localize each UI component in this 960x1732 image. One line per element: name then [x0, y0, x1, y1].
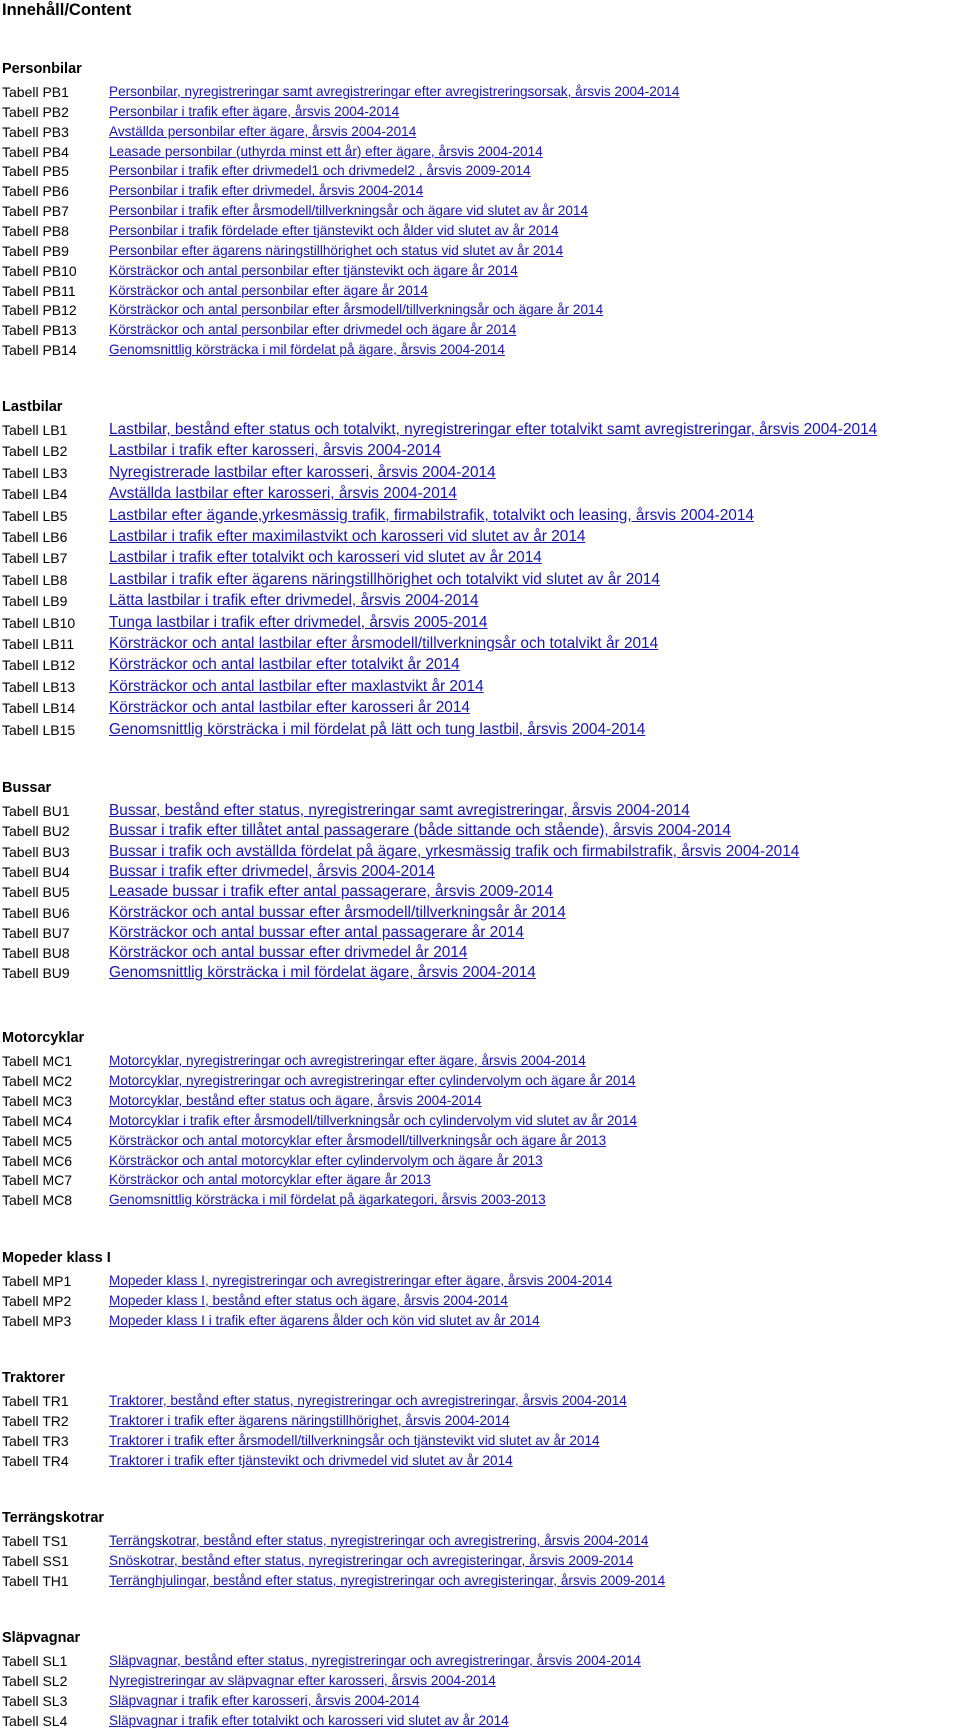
- table-link[interactable]: Bussar i trafik och avställda fördelat på ägare, yrkesmässig trafik och firmabilstrafik, årsvis 2004-2014: [109, 842, 800, 860]
- table-code: Tabell LB4: [2, 486, 68, 503]
- table-code: Tabell BU8: [2, 945, 70, 962]
- table-code: Tabell SL1: [2, 1653, 68, 1669]
- table-link[interactable]: Leasade bussar i trafik efter antal passagerare, årsvis 2009-2014: [109, 883, 554, 901]
- table-link[interactable]: Genomsnittlig körsträcka i mil fördelat på ägarkategori, årsvis 2003‐2013: [109, 1192, 546, 1208]
- section-title: Släpvagnar: [2, 1630, 81, 1646]
- table-link[interactable]: Motorcyklar, nyregistreringar och avregistreringar efter cylindervolym och ägare år 2014: [109, 1072, 636, 1088]
- table-link[interactable]: Bussar i trafik efter tillåtet antal passagerare (både sittande och stående), årsvis 2004-2014: [109, 822, 731, 840]
- table-link[interactable]: Släpvagnar, bestånd efter status, nyregistreringar och avregistreringar, årsvis 2004-2014: [109, 1653, 641, 1668]
- table-link[interactable]: Genomsnittlig körsträcka i mil fördelat ägare, årsvis 2004-2014: [109, 964, 536, 982]
- table-link[interactable]: Lastbilar i trafik efter maximilastvikt och karosseri vid slutet av år 2014: [109, 528, 586, 545]
- table-link[interactable]: Motorcyklar i trafik efter årsmodell/tillverkningsår och cylindervolym vid slutet av år 2014: [109, 1112, 638, 1128]
- table-code: Tabell MC2: [2, 1072, 73, 1089]
- table-code: Tabell MC7: [2, 1172, 73, 1189]
- table-link[interactable]: Körsträckor och antal lastbilar efter karosseri år 2014: [109, 699, 470, 717]
- table-code: Tabell LB12: [2, 657, 76, 674]
- table-link[interactable]: Körsträckor och antal personbilar efter tjänstevikt och ägare år 2014: [109, 262, 518, 278]
- table-code: Tabell TR3: [2, 1433, 69, 1449]
- table-code: Tabell MC1: [2, 1053, 73, 1069]
- table-link[interactable]: Körsträckor och antal lastbilar efter årsmodell/tillverkningsår och totalvikt år 2014: [109, 635, 659, 652]
- table-link[interactable]: Snöskotrar, bestånd efter status, nyregistreringar och avregisteringar, årsvis 2009-2014: [109, 1553, 634, 1568]
- table-link[interactable]: Bussar i trafik efter drivmedel, årsvis 2004-2014: [109, 862, 435, 880]
- table-code: Tabell PB1: [2, 84, 69, 100]
- table-link[interactable]: Traktorer i trafik efter ägarens näringstillhörighet, årsvis 2004-2014: [109, 1413, 510, 1428]
- table-code: Tabell LB14: [2, 700, 76, 717]
- table-code: Tabell LB2: [2, 443, 68, 460]
- table-code: Tabell MC6: [2, 1152, 73, 1169]
- page-title: Innehåll/Content: [2, 1, 132, 19]
- table-code: Tabell PB5: [2, 163, 69, 180]
- table-code: Tabell LB6: [2, 529, 68, 545]
- table-link[interactable]: Körsträckor och antal lastbilar efter maxlastvikt år 2014: [109, 677, 484, 695]
- table-code: Tabell MC3: [2, 1092, 73, 1109]
- table-link[interactable]: Traktorer i trafik efter tjänstevikt och drivmedel vid slutet av år 2014: [109, 1453, 513, 1468]
- table-link[interactable]: Mopeder klass I, bestånd efter status och ägare, årsvis 2004-2014: [109, 1293, 508, 1308]
- table-code: Tabell BU6: [2, 904, 70, 921]
- table-link[interactable]: Traktorer i trafik efter årsmodell/tillverkningsår och tjänstevikt vid slutet av år 2014: [109, 1433, 600, 1448]
- table-code: Tabell MC5: [2, 1132, 73, 1149]
- table-link[interactable]: Terrängskotrar, bestånd efter status, nyregistreringar och avregistrering, årsvis 2004-2014: [109, 1533, 649, 1548]
- table-link[interactable]: Personbilar i trafik efter drivmedel1 och drivmedel2 , årsvis 2009-2014: [109, 163, 531, 179]
- table-code: Tabell BU2: [2, 823, 70, 840]
- table-code: Tabell SL2: [2, 1673, 68, 1689]
- table-code: Tabell TR1: [2, 1393, 69, 1409]
- table-code: Tabell MC8: [2, 1192, 73, 1209]
- table-code: Tabell BU1: [2, 803, 70, 819]
- table-link[interactable]: Körsträckor och antal motorcyklar efter ägare år 2013: [109, 1172, 431, 1188]
- section-title: Traktorer: [2, 1370, 65, 1386]
- section-title: Terrängskotrar: [2, 1510, 105, 1526]
- table-code: Tabell LB11: [2, 636, 75, 652]
- table-code: Tabell BU7: [2, 924, 70, 941]
- table-code: Tabell PB7: [2, 203, 69, 220]
- table-link[interactable]: Körsträckor och antal motorcyklar efter årsmodell/tillverkningsår och ägare år 2013: [109, 1132, 607, 1148]
- table-code: Tabell PB11: [2, 282, 76, 299]
- table-code: Tabell MP1: [2, 1273, 72, 1289]
- table-link[interactable]: Lastbilar i trafik efter karosseri, årsvis 2004-2014: [109, 442, 441, 460]
- table-code: Tabell MP3: [2, 1313, 72, 1329]
- table-link[interactable]: Nyregistrerade lastbilar efter karosseri, årsvis 2004-2014: [109, 463, 496, 481]
- table-code: Tabell PB6: [2, 183, 69, 200]
- table-code: Tabell TR2: [2, 1413, 69, 1429]
- table-link[interactable]: Mopeder klass I i trafik efter ägarens ålder och kön vid slutet av år 2014: [109, 1313, 540, 1328]
- table-link[interactable]: Genomsnittlig körsträcka i mil fördelat på lätt och tung lastbil, årsvis 2004-2014: [109, 720, 646, 738]
- table-code: Tabell SL4: [2, 1713, 68, 1729]
- table-link[interactable]: Tunga lastbilar i trafik efter drivmedel, årsvis 2005-2014: [109, 613, 488, 631]
- table-code: Tabell PB14: [2, 342, 77, 359]
- table-code: Tabell PB10: [2, 262, 77, 279]
- table-code: Tabell LB5: [2, 507, 68, 524]
- table-code: Tabell LB9: [2, 593, 68, 610]
- table-link[interactable]: Lastbilar i trafik efter totalvikt och karosseri vid slutet av år 2014: [109, 549, 542, 567]
- table-link[interactable]: Personbilar i trafik efter årsmodell/tillverkningsår och ägare vid slutet av år 2014: [109, 203, 589, 219]
- table-link[interactable]: Personbilar i trafik efter ägare, årsvis 2004-2014: [109, 103, 400, 119]
- table-link[interactable]: Körsträckor och antal bussar efter årsmodell/tillverkningsår år 2014: [109, 903, 566, 921]
- table-link[interactable]: Leasade personbilar (uthyrda minst ett år) efter ägare, årsvis 2004-2014: [109, 143, 543, 159]
- table-code: Tabell LB1: [2, 422, 68, 438]
- table-code: Tabell PB8: [2, 222, 69, 239]
- table-code: Tabell TS1: [2, 1533, 68, 1549]
- table-code: Tabell SS1: [2, 1553, 69, 1569]
- table-link[interactable]: Släpvagnar i trafik efter karosseri, årsvis 2004-2014: [109, 1693, 420, 1708]
- table-link[interactable]: Lastbilar, bestånd efter status och totalvikt, nyregistreringar efter totalvikt samt avregistreringar, årsvis 2004-2014: [109, 421, 878, 438]
- table-link[interactable]: Lastbilar efter ägande,yrkesmässig trafik, firmabilstrafik, totalvikt och leasing, årsvis 2004-2014: [109, 506, 754, 524]
- table-link[interactable]: Körsträckor och antal personbilar efter drivmedel och ägare år 2014: [109, 322, 517, 338]
- table-code: Tabell LB10: [2, 614, 76, 631]
- table-code: Tabell PB12: [2, 302, 77, 319]
- table-link[interactable]: Personbilar i trafik efter drivmedel, årsvis 2004-2014: [109, 183, 424, 199]
- table-link[interactable]: Körsträckor och antal motorcyklar efter cylindervolym och ägare år 2013: [109, 1152, 543, 1168]
- table-code: Tabell PB4: [2, 143, 69, 160]
- table-link[interactable]: Personbilar efter ägarens näringstillhörighet och status vid slutet av år 2014: [109, 242, 564, 258]
- table-link[interactable]: Körsträckor och antal personbilar efter årsmodell/tillverkningsår och ägare år 2014: [109, 302, 604, 318]
- table-link[interactable]: Mopeder klass I, nyregistreringar och avregistreringar efter ägare, årsvis 2004-2014: [109, 1273, 613, 1288]
- table-code: Tabell TH1: [2, 1573, 69, 1589]
- table-link[interactable]: Körsträckor och antal bussar efter antal passagerare år 2014: [109, 923, 524, 941]
- table-link[interactable]: Lastbilar i trafik efter ägarens näringstillhörighet och totalvikt vid slutet av år 2014: [109, 570, 660, 588]
- table-link[interactable]: Genomsnittlig körsträcka i mil fördelat på ägare, årsvis 2004-2014: [109, 342, 505, 358]
- table-link[interactable]: Körsträckor och antal personbilar efter ägare år 2014: [109, 282, 428, 298]
- section-title: Mopeder klass I: [2, 1250, 111, 1266]
- table-code: Tabell PB3: [2, 123, 69, 140]
- table-code: Tabell BU3: [2, 843, 70, 860]
- table-link[interactable]: Bussar, bestånd efter status, nyregistreringar samt avregistreringar, årsvis 2004-2014: [109, 802, 690, 819]
- table-link[interactable]: Personbilar i trafik fördelade efter tjänstevikt och ålder vid slutet av år 2014: [109, 222, 559, 238]
- table-code: Tabell BU9: [2, 965, 70, 982]
- table-link[interactable]: Personbilar, nyregistreringar samt avregistreringar efter avregistreringsorsak, årsvis 2004-2014: [109, 84, 680, 99]
- table-code: Tabell MP2: [2, 1293, 72, 1309]
- table-link[interactable]: Släpvagnar i trafik efter totalvikt och karosseri vid slutet av år 2014: [109, 1713, 509, 1728]
- table-code: Tabell TR4: [2, 1453, 69, 1469]
- table-link[interactable]: Motorcyklar, nyregistreringar och avregistreringar efter ägare, årsvis 2004‐2014: [109, 1053, 586, 1068]
- table-link[interactable]: Körsträckor och antal bussar efter drivmedel år 2014: [109, 944, 468, 962]
- section-title: Personbilar: [2, 61, 82, 77]
- table-link[interactable]: Terränghjulingar, bestånd efter status, nyregistreringar och avregisteringar, årsvis 2009-2014: [109, 1573, 666, 1588]
- table-link[interactable]: Nyregistreringar av släpvagnar efter karosseri, årsvis 2004-2014: [109, 1673, 496, 1688]
- table-link[interactable]: Lätta lastbilar i trafik efter drivmedel, årsvis 2004-2014: [109, 592, 479, 610]
- table-code: Tabell MC4: [2, 1112, 73, 1129]
- table-link[interactable]: Motorcyklar, bestånd efter status och ägare, årsvis 2004-2014: [109, 1092, 482, 1108]
- section-title: Motorcyklar: [2, 1030, 85, 1046]
- table-code: Tabell PB9: [2, 242, 69, 259]
- table-link[interactable]: Körsträckor och antal lastbilar efter totalvikt år 2014: [109, 656, 460, 674]
- section-title: Lastbilar: [2, 399, 63, 415]
- table-code: Tabell PB2: [2, 103, 69, 120]
- table-code: Tabell BU4: [2, 863, 70, 880]
- table-code: Tabell LB7: [2, 550, 68, 567]
- table-link[interactable]: Avställda lastbilar efter karosseri, årsvis 2004-2014: [109, 485, 457, 503]
- table-code: Tabell LB8: [2, 571, 68, 588]
- table-code: Tabell PB13: [2, 322, 77, 339]
- table-code: Tabell LB15: [2, 721, 76, 738]
- table-link[interactable]: Avställda personbilar efter ägare, årsvis 2004-2014: [109, 123, 417, 139]
- table-code: Tabell BU5: [2, 884, 70, 901]
- table-code: Tabell SL3: [2, 1693, 68, 1709]
- table-code: Tabell LB3: [2, 464, 68, 481]
- table-code: Tabell LB13: [2, 678, 76, 695]
- section-title: Bussar: [2, 780, 52, 796]
- table-link[interactable]: Traktorer, bestånd efter status, nyregistreringar och avregistreringar, årsvis 2004-2014: [109, 1393, 627, 1408]
